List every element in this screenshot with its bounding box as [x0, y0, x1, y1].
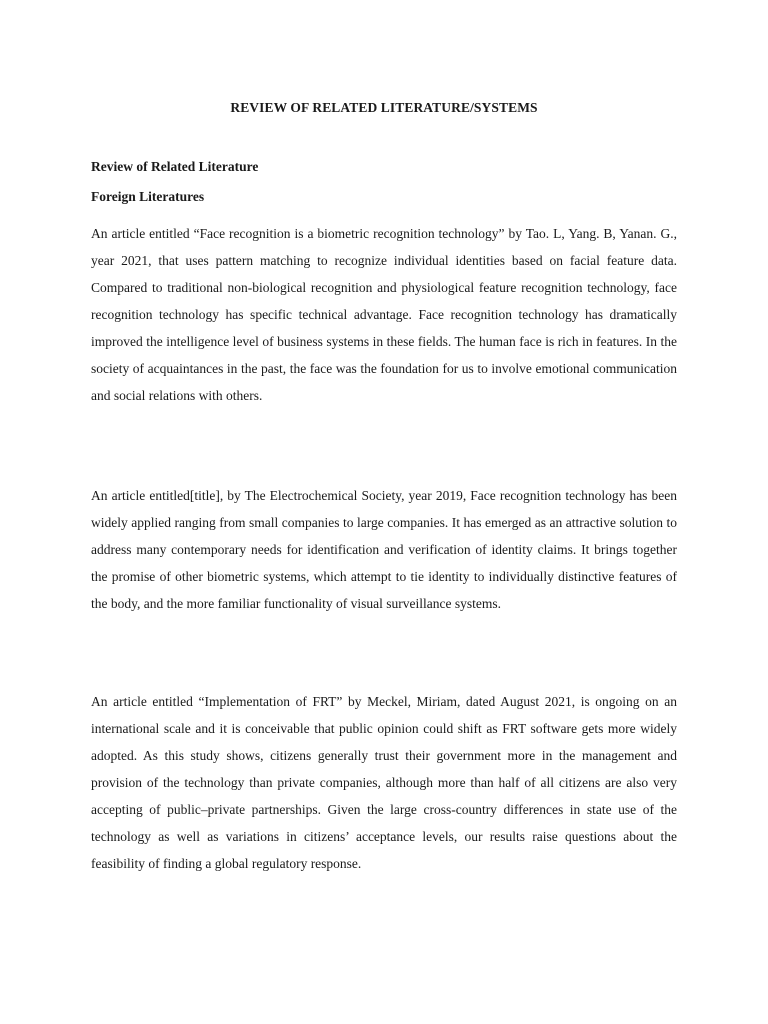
document-title: REVIEW OF RELATED LITERATURE/SYSTEMS — [230, 100, 538, 115]
section-heading: Review of Related Literature — [91, 159, 259, 174]
paragraph-electrochemical-society: An article entitled[title], by The Electrochemical Society, year 2019, Face recognition technology has been widely applied ranging from small companies to large companies. It has emerged as an attractive solution to address many contemporary needs for identification and verification of identity claims. It brings together the promise of other biometric systems, which attempt to tie identity to individually distinctive features of the body, and the more familiar functionality of visual surveillance systems. — [91, 488, 677, 611]
subsection-heading: Foreign Literatures — [91, 189, 205, 204]
paragraph-implementation-of-frt: An article entitled “Implementation of FRT” by Meckel, Miriam, dated August 2021, is ongoing on an international scale and it is conceivable that public opinion could shift as FRT software gets more widely adopted. As this study shows, citizens generally trust their government more in the management and provision of the technology than private companies, although more than half of all citizens are also very accepting of public–private partnerships. Given the large cross-country differences in state use of the technology as well as variations in citizens’ acceptance levels, our results raise questions about the feasibility of finding a global regulatory response. — [91, 694, 677, 871]
paragraph-face-recognition-biometric: An article entitled “Face recognition is a biometric recognition technology” by Tao. L, Yang. B, Yanan. G., year 2021, that uses pattern matching to recognize individual identities based on facial feature data. Compared to traditional non-biological recognition and physiological feature recognition technology, face recognition technology has specific technical advantage. Face recognition technology has dramatically improved the intelligence level of business systems in these fields. The human face is rich in features. In the society of acquaintances in the past, the face was the foundation for us to involve emotional communication and social relations with others. — [91, 226, 677, 403]
